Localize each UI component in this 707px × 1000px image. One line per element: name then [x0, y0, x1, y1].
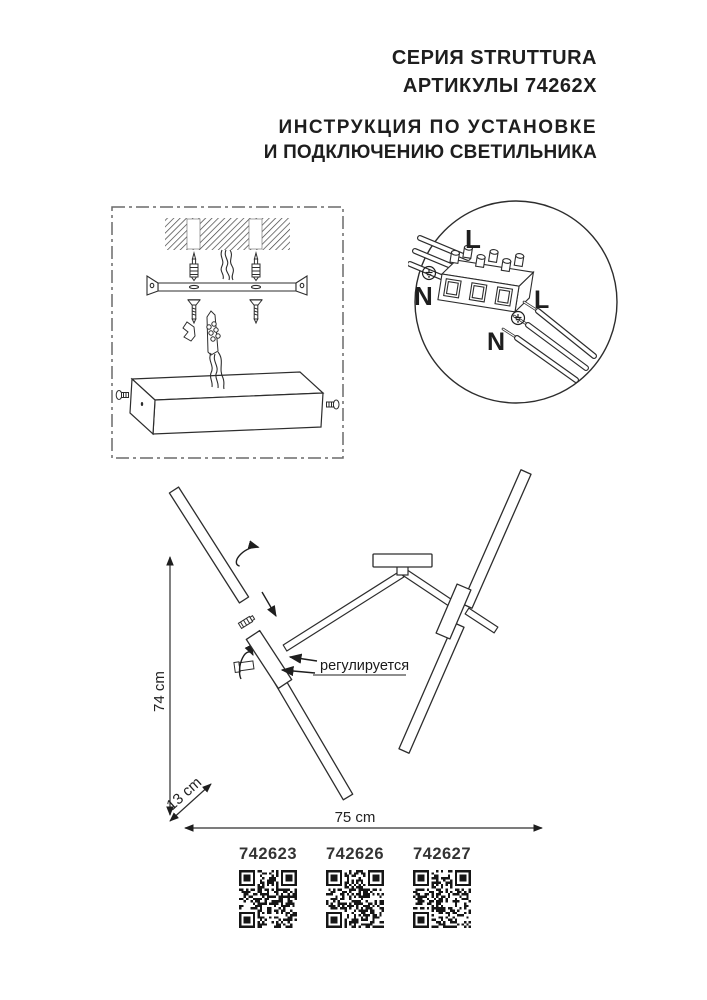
assembly-arrow-icon: [262, 592, 276, 616]
offset-dimension-label: 13 cm: [163, 773, 206, 814]
instruction-title-line2: И ПОДКЛЮЧЕНИЮ СВЕТИЛЬНИКА: [263, 142, 597, 163]
lamp-tube-left: [272, 673, 352, 800]
qr-code: [413, 870, 471, 928]
qr-code: [239, 870, 297, 928]
article-number: 742623: [238, 845, 298, 863]
lamp-tube-right-upper: [462, 470, 531, 608]
fixture-diagram: [150, 460, 570, 840]
dimension-lines: [170, 557, 542, 828]
ceiling-wires: [221, 250, 233, 280]
bracket-screw-icon: [188, 300, 200, 323]
lamp-tube-right-lower: [399, 623, 464, 753]
width-dimension-label: 75 cm: [334, 809, 376, 826]
holder-stub-right: [465, 608, 498, 633]
rotation-arrow-icon: [233, 544, 262, 567]
qr-code: [326, 870, 384, 928]
wall-anchor-icon: [190, 253, 198, 281]
instruction-title-block: [264, 115, 597, 165]
pointer-arrows: [282, 657, 317, 673]
article-number: 742627: [412, 845, 472, 863]
side-screw-icon: [327, 400, 340, 409]
height-dimension-label: 74 cm: [151, 671, 168, 712]
articles-subtitle: АРТИКУЛЫ 74262X: [402, 75, 597, 97]
bracket-screw-icon: [250, 300, 262, 323]
connector-stud-icon: [238, 615, 255, 629]
header-series-block: [392, 44, 597, 100]
support-arm-right: [402, 569, 454, 607]
input-neutral-label: N: [414, 281, 433, 311]
side-screw-icon: [116, 391, 128, 400]
ceiling-hatch: [165, 218, 290, 250]
holder-stub-icon: [234, 660, 254, 673]
article-number: 742626: [325, 845, 385, 863]
output-neutral-label: N: [487, 328, 506, 356]
support-arm-left: [283, 571, 404, 651]
output-live-label: L: [534, 286, 550, 314]
instruction-title-line1: ИНСТРУКЦИЯ ПО УСТАНОВКЕ: [278, 117, 597, 138]
series-title: СЕРИЯ STRUTTURA: [391, 47, 597, 69]
mounting-diagram: [110, 205, 345, 460]
adjustable-holder-left: [246, 631, 291, 689]
fixture-base-box: [130, 372, 323, 434]
lamp-tube-detached: [169, 487, 248, 603]
input-live-label: L: [465, 224, 481, 254]
wiring-detail: [408, 198, 624, 414]
mounting-bracket: [147, 276, 307, 295]
adjustable-label: регулируется: [320, 658, 410, 674]
ceiling-plate: [373, 554, 432, 567]
wall-anchor-icon: [252, 253, 260, 281]
